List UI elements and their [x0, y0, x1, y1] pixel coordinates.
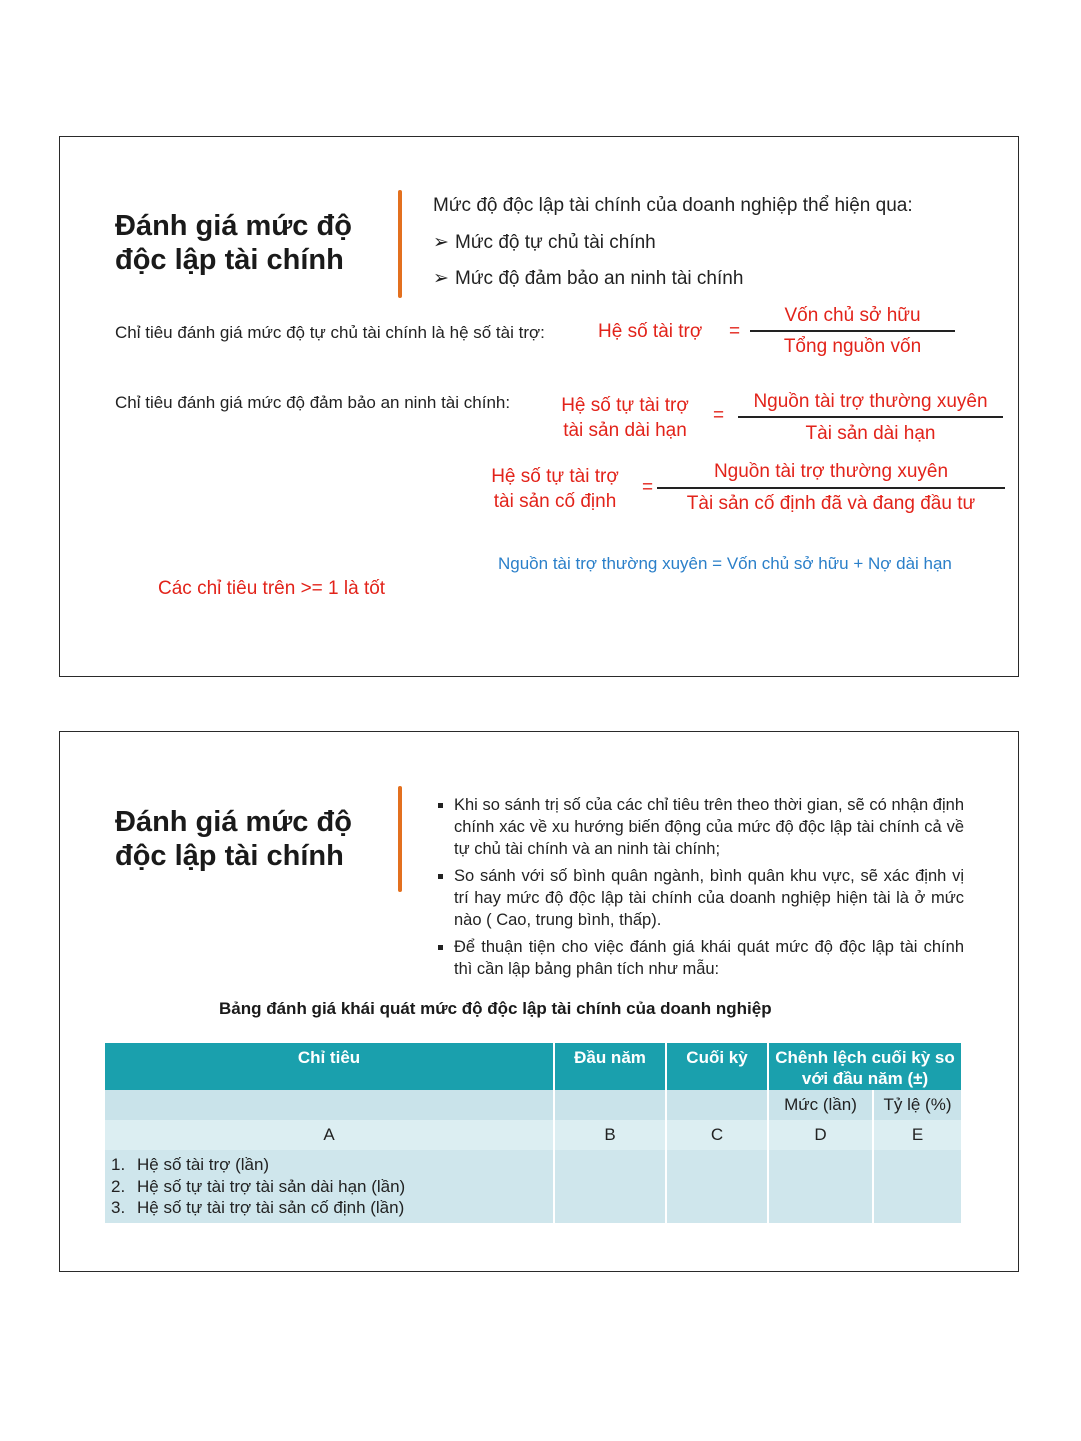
equals-sign: =: [729, 321, 741, 342]
table-header: Cuối kỳ: [667, 1043, 767, 1090]
table-cell: B: [555, 1120, 665, 1150]
equals-sign: =: [642, 477, 654, 498]
table-cell: [769, 1150, 872, 1223]
slide-title: Đánh giá mức độ độc lập tài chính: [115, 806, 352, 872]
table-subheader-row: [105, 1090, 961, 1120]
list-item: 1. Hệ số tài trợ (lần): [111, 1155, 270, 1174]
table-header: Chỉ tiêu: [105, 1043, 553, 1090]
table-cell: [667, 1090, 767, 1120]
table-cell: [105, 1090, 553, 1120]
table-header: Chênh lệch cuối kỳ so với đầu năm (±): [769, 1043, 961, 1090]
table-subheader: Mức (lần): [769, 1090, 872, 1120]
table-subheader: Tỷ lệ (%): [874, 1090, 961, 1120]
table-header-row: [105, 1043, 961, 1090]
analysis-table: [103, 1043, 963, 1223]
table-header: Đầu năm: [555, 1043, 665, 1090]
indicator-list: [105, 1150, 553, 1223]
formula-name: Hệ số tự tài trợ tài sản dài hạn: [561, 395, 689, 441]
list-item: 3. Hệ số tự tài trợ tài sản cố định (lần): [111, 1198, 405, 1217]
table-cell: C: [667, 1120, 767, 1150]
slide-title: Đánh giá mức độ độc lập tài chính: [115, 210, 352, 276]
table-cell: [874, 1150, 961, 1223]
intro-text: Mức độ độc lập tài chính của doanh nghiệp thể hiện qua:: [433, 195, 913, 216]
fraction-line: [738, 416, 1003, 418]
table-letter-row: [105, 1120, 961, 1150]
equals-sign: =: [713, 405, 725, 426]
table-cell: [667, 1150, 767, 1223]
formula-numerator: Nguồn tài trợ thường xuyên: [753, 391, 988, 412]
bullet-item: ▪ Khi so sánh trị số của các chỉ tiêu trên theo thời gian, sẽ có nhận định chính xác về xu hướng biến động của mức độ độc lập tài chính cả về tự chủ tài chính và an ninh tài chính;: [454, 794, 964, 860]
formula-denominator: Tài sản dài hạn: [805, 423, 936, 444]
bullet-item: ▪ So sánh với số bình quân ngành, bình quân khu vực, sẽ xác định vị trí hay mức độ độc lập tài chính của doanh nghiệp hiện tài là ở mức nào ( Cao, trung bình, thấp).: [454, 865, 964, 931]
table-cell: A: [105, 1120, 553, 1150]
arrow-bullet-icon: ➢: [433, 232, 449, 253]
table-cell: E: [874, 1120, 961, 1150]
table-row: [105, 1150, 961, 1223]
bullet-item: ➢ Mức độ tự chủ tài chính: [433, 232, 656, 253]
formula-name: Hệ số tự tài trợ tài sản cố định: [491, 466, 619, 512]
funding-note: Nguồn tài trợ thường xuyên = Vốn chủ sở hữu + Nợ dài hạn: [498, 554, 952, 573]
formula-name: Hệ số tài trợ: [598, 321, 703, 342]
accent-divider: [398, 786, 402, 892]
list-item: 2. Hệ số tự tài trợ tài sản dài hạn (lần): [111, 1176, 406, 1196]
formula-denominator: Tài sản cố định đã và đang đầu tư: [686, 493, 976, 514]
slide-1: [59, 136, 1019, 677]
fraction-line: [750, 330, 955, 332]
formula-denominator: Tổng nguồn vốn: [783, 336, 922, 357]
fraction-line: [657, 487, 1005, 489]
formula-numerator: Vốn chủ sở hữu: [784, 305, 921, 326]
security-label: Chỉ tiêu đánh giá mức độ đảm bảo an ninh tài chính:: [115, 393, 511, 412]
threshold-note: Các chỉ tiêu trên >= 1 là tốt: [158, 578, 386, 599]
table-cell: [555, 1090, 665, 1120]
autonomy-label: Chỉ tiêu đánh giá mức độ tự chủ tài chính là hệ số tài trợ:: [115, 323, 545, 342]
formula-numerator: Nguồn tài trợ thường xuyên: [713, 461, 949, 482]
slide-2: [59, 731, 1019, 1272]
bullet-item: ▪ Để thuận tiện cho việc đánh giá khái quát mức độ độc lập tài chính thì cần lập bảng phân tích như mẫu:: [454, 936, 964, 980]
arrow-bullet-icon: ➢: [433, 268, 449, 289]
bullet-list: [432, 794, 964, 985]
table-cell: [555, 1150, 665, 1223]
table-cell: D: [769, 1120, 872, 1150]
bullet-item: ➢ Mức độ đảm bảo an ninh tài chính: [433, 268, 744, 289]
table-title: Bảng đánh giá khái quát mức độ độc lập tài chính của doanh nghiệp: [219, 999, 772, 1018]
accent-divider: [398, 190, 402, 298]
